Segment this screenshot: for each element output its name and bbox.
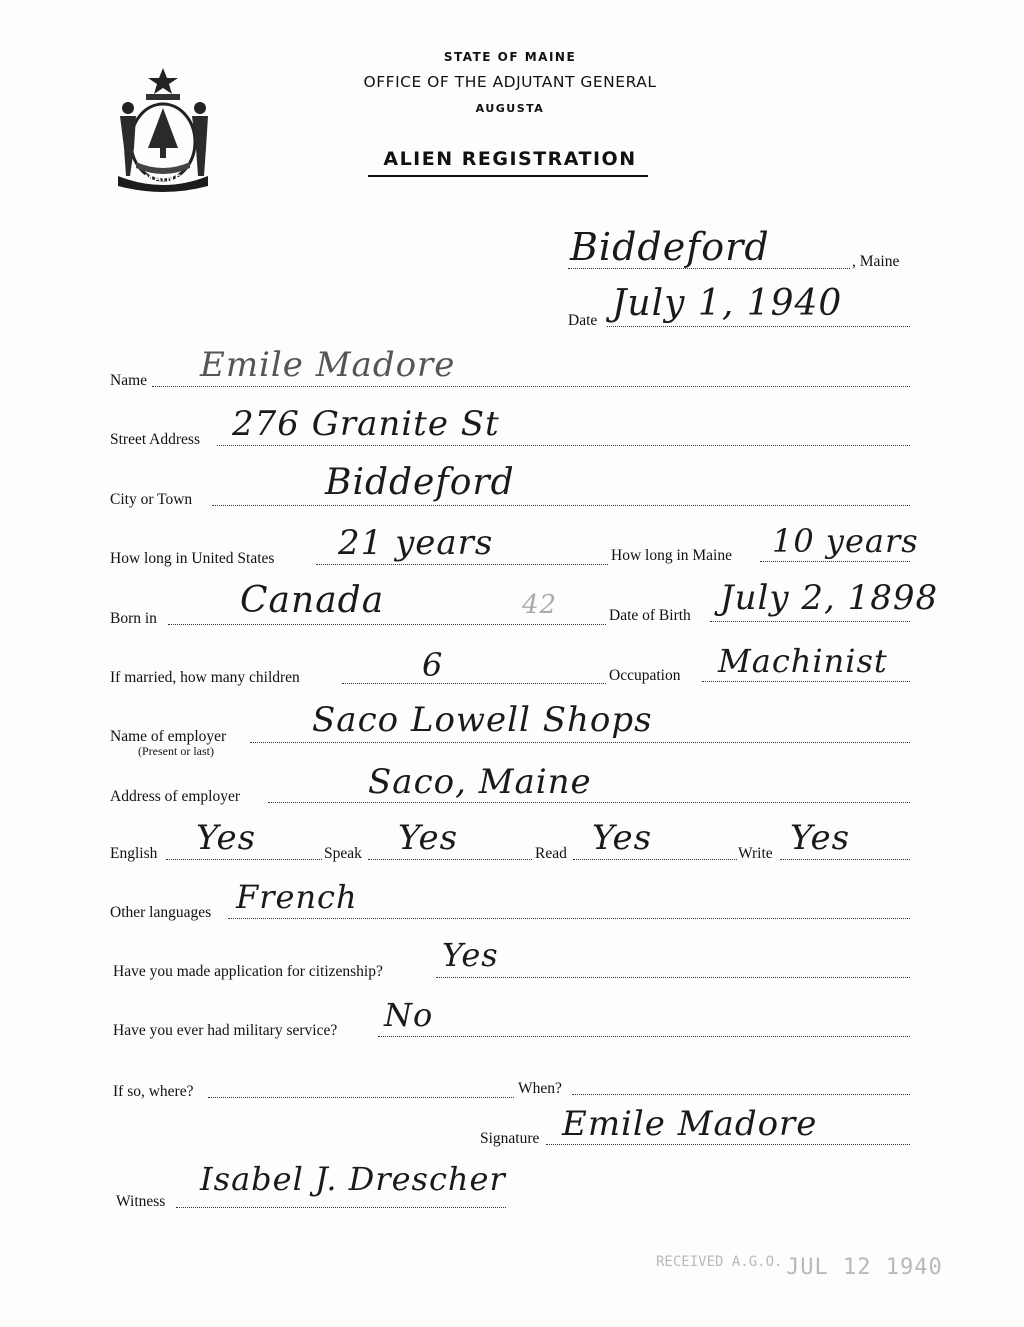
page-title: ALIEN REGISTRATION	[383, 148, 637, 170]
english-label: English	[110, 845, 158, 862]
children-dots	[342, 683, 606, 684]
header-state: STATE OF MAINE	[443, 50, 577, 64]
speak-label: Speak	[324, 845, 362, 862]
city-dots	[212, 505, 910, 506]
when-label: When?	[518, 1080, 562, 1097]
languages-dots	[228, 918, 910, 919]
languages-label: Other languages	[110, 904, 212, 921]
signature-label: Signature	[480, 1130, 540, 1147]
witness-dots	[176, 1207, 506, 1208]
citizenship-value: Yes	[442, 936, 499, 974]
maine-seal-icon	[108, 64, 218, 194]
seal-banner-text: MAINE	[144, 174, 182, 184]
children-value: 6	[422, 646, 444, 684]
employer-sublabel: (Present or last)	[138, 744, 214, 758]
where-dots	[208, 1097, 514, 1098]
write-dots	[780, 859, 910, 860]
where-label: If so, where?	[113, 1083, 194, 1100]
street-label: Street Address	[110, 431, 200, 448]
age-note: 42	[522, 590, 558, 620]
place-suffix: , Maine	[852, 253, 900, 270]
occupation-label: Occupation	[609, 667, 681, 684]
born-in-label: Born in	[110, 610, 157, 627]
place-value: Biddeford	[570, 225, 770, 269]
received-stamp-date: JUL 12 1940	[786, 1255, 943, 1280]
military-value: No	[384, 996, 434, 1034]
english-value: Yes	[196, 818, 257, 858]
date-value: July 1, 1940	[612, 283, 843, 324]
employer-address-value: Saco, Maine	[368, 762, 592, 802]
maine-duration-value: 10 years	[772, 522, 919, 560]
employer-label: Name of employer	[110, 728, 227, 745]
born-in-value: Canada	[240, 580, 385, 621]
read-value: Yes	[592, 818, 653, 858]
place-dots	[568, 268, 850, 269]
title-underline	[368, 175, 648, 177]
employer-address-dots	[268, 802, 910, 803]
name-value: Emile Madore	[200, 345, 456, 385]
header-city: AUGUSTA	[475, 102, 545, 115]
speak-dots	[368, 859, 532, 860]
military-label: Have you ever had military service?	[113, 1022, 338, 1039]
when-dots	[572, 1094, 910, 1095]
us-duration-label: How long in United States	[110, 550, 275, 567]
received-stamp: RECEIVED A.G.O.	[656, 1254, 783, 1270]
write-label: Write	[738, 845, 773, 862]
english-dots	[166, 859, 322, 860]
born-in-dots	[168, 624, 606, 625]
signature-value: Emile Madore	[562, 1104, 818, 1144]
city-label: City or Town	[110, 491, 193, 508]
children-label: If married, how many children	[110, 669, 300, 686]
employer-dots	[250, 742, 910, 743]
maine-duration-dots	[760, 561, 910, 562]
dob-dots	[710, 621, 910, 622]
name-dots	[152, 386, 910, 387]
occupation-dots	[702, 681, 910, 682]
maine-duration-label: How long in Maine	[611, 547, 732, 564]
us-duration-value: 21 years	[338, 523, 494, 563]
speak-value: Yes	[398, 818, 459, 858]
occupation-value: Machinist	[718, 642, 888, 680]
us-duration-dots	[316, 564, 608, 565]
date-dots	[607, 326, 910, 327]
citizenship-label: Have you made application for citizenship?	[113, 963, 383, 980]
dob-value: July 2, 1898	[720, 578, 939, 618]
city-value: Biddeford	[325, 462, 515, 503]
languages-value: French	[236, 878, 358, 916]
street-value: 276 Granite St	[232, 404, 500, 444]
employer-value: Saco Lowell Shops	[312, 700, 653, 740]
military-dots	[378, 1036, 910, 1037]
signature-dots	[546, 1144, 910, 1145]
dob-label: Date of Birth	[609, 607, 691, 624]
citizenship-dots	[436, 977, 910, 978]
read-dots	[573, 859, 737, 860]
read-label: Read	[535, 845, 567, 862]
employer-address-label: Address of employer	[110, 788, 240, 805]
name-label: Name	[110, 372, 148, 389]
street-dots	[217, 445, 910, 446]
witness-label: Witness	[116, 1193, 166, 1210]
date-label: Date	[568, 312, 598, 329]
write-value: Yes	[790, 818, 851, 858]
header-office: OFFICE OF THE ADJUTANT GENERAL	[363, 73, 657, 91]
witness-value: Isabel J. Drescher	[200, 1160, 506, 1198]
